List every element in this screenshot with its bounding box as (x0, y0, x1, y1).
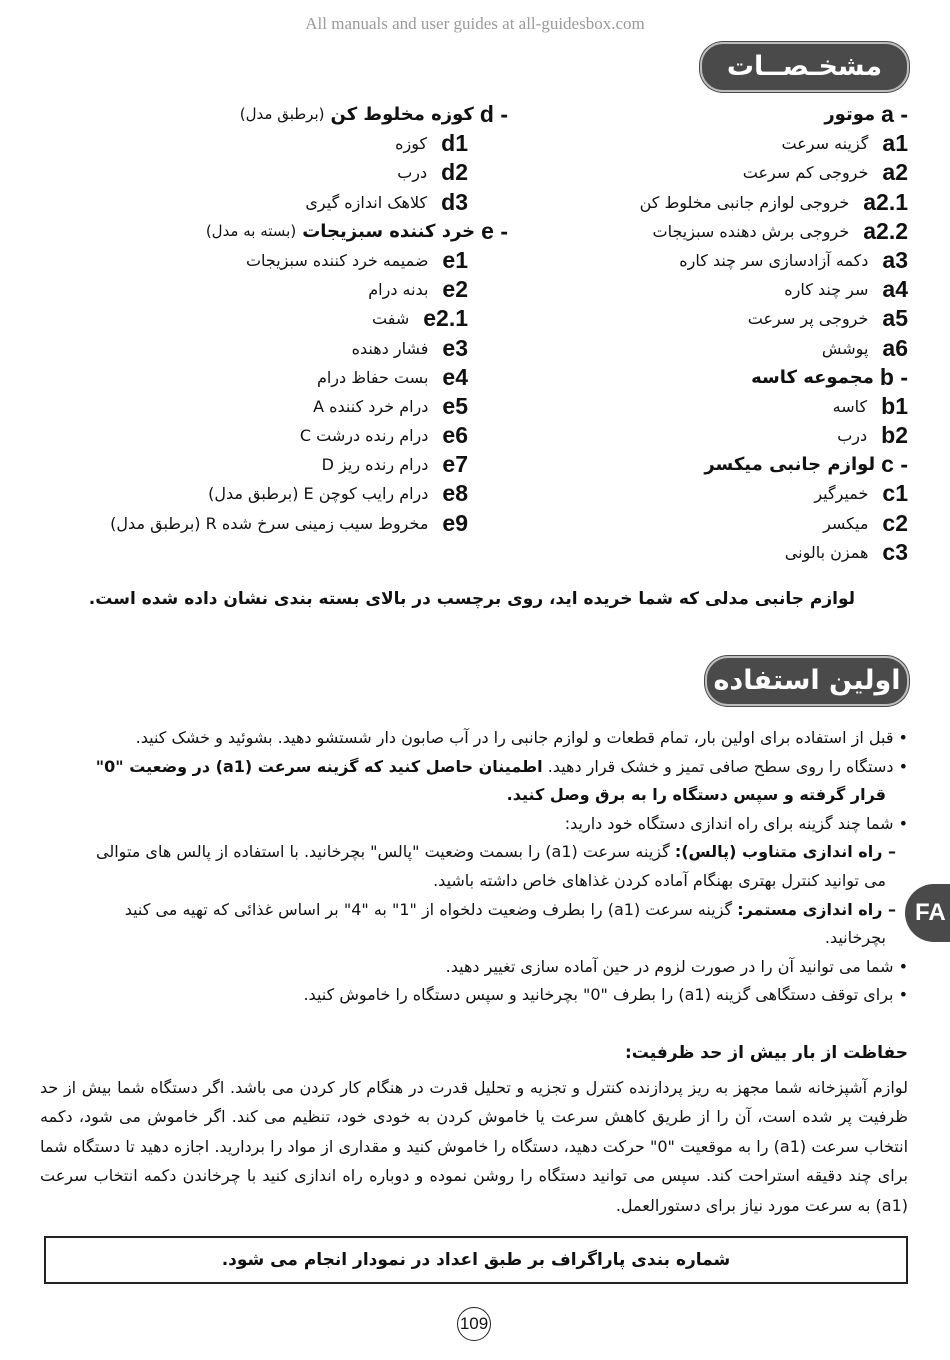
spec-item (38, 509, 508, 538)
option-continuous-cont: بچرخانید. (824, 928, 886, 948)
spec-heading (528, 100, 908, 129)
spec-code: d - (479, 101, 508, 127)
spec-label: درب (397, 163, 428, 183)
spec-code: e - (481, 217, 508, 244)
spec-item (528, 217, 908, 246)
spec-label: خروجی کم سرعت (742, 163, 869, 183)
spec-label: سر چند کاره (784, 280, 869, 300)
specs-left-column (38, 100, 508, 538)
overload-text: لوازم آشپزخانه شما مجهز به ریز پردازنده کنترل و تجزیه و تحلیل قدرت در هنگام کار کردن می باشد. اگر دستگاه شما بیش از حد ظرفیت پر شده است، آن را از طریق کاهش سرعت یا خاموش کردن به خودی خود، تنظیم می کند. اگر خاموش می شود، دکمه انتخاب سرعت (a1) را به موقعیت "0" حرکت دهید، دستگاه را خاموش کنید و مقداری از مواد را بردارید. اجازه دهید تا دستگاه شما برای چند دقیقه استراحت کند. سپس می توانید دستگاه را روشن نموده و دوباره راه اندازی کنید با چرخاندن دکمه انتخاب سرعت (a1) به سرعت مورد نیاز برای دستورالعمل. (40, 1078, 909, 1215)
spec-label: خروجی پر سرعت (747, 309, 869, 329)
spec-heading (38, 100, 508, 129)
spec-label: خرد کننده سبزیجات (302, 220, 476, 242)
spec-item (38, 158, 508, 187)
spec-code: e4 (442, 363, 468, 390)
spec-item (38, 246, 508, 275)
option-pulse-label: – راه اندازی متناوب (پالس): (674, 842, 896, 862)
spec-label: مجموعه کاسه (751, 366, 874, 388)
specs-right-column (528, 100, 908, 567)
spec-item (528, 421, 908, 450)
spec-code: c - (881, 451, 908, 478)
spec-label: بدنه درام (368, 280, 429, 300)
spec-heading (38, 217, 508, 246)
bullet-wash: • قبل از استفاده برای اولین بار، تمام قطعات و لوازم جانبی را در آب صابون دار شستشو دهید. بشوئید و خشک کنید. (135, 728, 908, 747)
spec-label: خروجی برش دهنده سبزیجات (652, 221, 850, 241)
spec-item (528, 188, 908, 217)
spec-label: ضمیمه خرد کننده سبزیجات (245, 250, 429, 270)
spec-code: e3 (442, 334, 468, 361)
spec-label: فشار دهنده (351, 338, 429, 358)
spec-code: e7 (442, 451, 468, 478)
spec-label: پوشش (821, 338, 869, 358)
bullet-place (48, 753, 908, 782)
spec-item (528, 334, 908, 363)
option-continuous-label: – راه اندازی مستمر: (737, 899, 896, 919)
spec-label: خروجی لوازم جانبی مخلوط کن (639, 192, 850, 212)
first-use-instructions (48, 724, 908, 1010)
spec-code: e2.1 (423, 305, 468, 332)
section-title-first-use: اولین استفاده (705, 656, 909, 706)
spec-code: d2 (441, 159, 468, 186)
spec-code: e8 (442, 480, 468, 507)
spec-item (528, 246, 908, 275)
spec-label: کاسه (832, 396, 868, 416)
spec-item (38, 129, 508, 158)
spec-label: درام رنده درشت C (299, 426, 429, 446)
spec-item (38, 479, 508, 508)
spec-heading (528, 450, 908, 479)
spec-item (38, 188, 508, 217)
spec-label: لوازم جانبی میکسر (704, 454, 876, 476)
spec-code: b - (879, 363, 908, 390)
spec-item (528, 275, 908, 304)
spec-code: e1 (442, 246, 468, 273)
spec-code: d3 (441, 188, 468, 215)
spec-code: a6 (882, 334, 908, 361)
spec-note: (بسته به مدل) (205, 221, 297, 240)
bullet-stop: • برای توقف دستگاهی گزینه (a1) را بطرف "0" بچرخانید و سپس دستگاه را خاموش کنید. (303, 985, 908, 1005)
spec-code: a3 (882, 246, 908, 273)
watermark: All manuals and user guides at all-guidesbox.com (305, 14, 645, 33)
spec-item (38, 421, 508, 450)
spec-item (38, 363, 508, 392)
bullet-change: • شما می توانید آن را در صورت لزوم در حین آماده سازی تغییر دهید. (445, 956, 908, 976)
spec-code: c3 (882, 538, 908, 565)
spec-code: a4 (882, 276, 908, 303)
overload-title: حفاظت از بار بیش از حد ظرفیت: (624, 1043, 908, 1063)
bullet-options: • شما چند گزینه برای راه اندازی دستگاه خود دارید: (564, 813, 908, 833)
spec-code: d1 (441, 130, 468, 157)
spec-label: درام رایب کوچن E (برطبق مدل) (208, 484, 429, 504)
spec-label: بست حفاظ درام (316, 367, 429, 387)
spec-item (528, 509, 908, 538)
spec-code: e9 (442, 509, 468, 536)
spec-code: a - (881, 101, 908, 127)
option-pulse-cont: می توانید کنترل بهتری بهنگام آماده کردن غذاهای خاص داشته باشید. (433, 870, 886, 890)
accessory-note: لوازم جانبی مدلی که شما خریده اید، روی برچسب در بالای بسته بندی نشان داده شده است. (88, 589, 855, 609)
spec-code: e2 (442, 276, 468, 303)
spec-code: c1 (882, 480, 908, 507)
spec-item (38, 392, 508, 421)
bullet-place-text: • دستگاه را روی سطح صافی تمیز و خشک قرار دهید. (547, 756, 908, 776)
spec-label: شفت (372, 309, 410, 329)
spec-heading (528, 363, 908, 392)
option-continuous (48, 896, 908, 925)
spec-item (528, 392, 908, 421)
bullet-place-bold: اطمینان حاصل کنید که گزینه سرعت (a1) در وضعیت "0" (95, 756, 543, 776)
option-pulse (48, 838, 908, 867)
spec-item (528, 538, 908, 567)
spec-code: b2 (881, 422, 908, 449)
spec-code: a2 (882, 159, 908, 186)
page-number: 109 (457, 1307, 491, 1341)
spec-label: دکمه آزادسازی سر چند کاره (679, 250, 869, 270)
numbering-note-box: شماره بندی پاراگراف بر طبق اعداد در نمودار انجام می شود. (44, 1236, 908, 1284)
spec-code: a2.1 (863, 188, 908, 215)
language-tab: FA (905, 884, 950, 942)
spec-label: موتور (824, 104, 876, 125)
spec-label: کوزه مخلوط کن (330, 104, 474, 125)
spec-label: کوزه (395, 134, 428, 154)
spec-label: خمیرگیر (814, 484, 869, 504)
spec-code: a5 (882, 305, 908, 332)
spec-label: همزن بالونی (784, 542, 869, 562)
option-continuous-text: گزینه سرعت (a1) را بطرف وضعیت دلخواه از "1" به "4" بر اساس غذائی که تهیه می کنید (124, 899, 733, 919)
spec-label: کلاهک اندازه گیری (305, 192, 428, 212)
spec-code: a2.2 (863, 217, 908, 244)
spec-item (528, 479, 908, 508)
option-pulse-text: گزینه سرعت (a1) را بسمت وضعیت "پالس" بچرخانید. با استفاده از پالس های متوالی (96, 842, 670, 862)
spec-item (528, 129, 908, 158)
spec-label: گزینه سرعت (781, 134, 869, 154)
spec-label: درام خرد کننده A (313, 396, 429, 416)
spec-code: e6 (442, 422, 468, 449)
spec-item (38, 275, 508, 304)
spec-code: e5 (442, 392, 468, 419)
spec-code: b1 (881, 392, 908, 419)
spec-note: (برطبق مدل) (239, 105, 325, 123)
spec-label: درب (837, 426, 868, 446)
section-title-specifications: مشخـصــات (700, 42, 909, 92)
spec-item (38, 450, 508, 479)
spec-code: c2 (882, 509, 908, 536)
spec-item (528, 304, 908, 333)
bullet-place-bold-cont: قرار گرفته و سپس دستگاه را به برق وصل کنید. (506, 785, 886, 805)
spec-label: مخروط سیب زمینی سرخ شده R (برطبق مدل) (110, 513, 429, 533)
spec-item (38, 334, 508, 363)
spec-label: درام رنده ریز D (321, 455, 429, 475)
spec-code: a1 (882, 130, 908, 157)
spec-item (38, 304, 508, 333)
spec-label: میکسر (823, 513, 869, 533)
spec-item (528, 158, 908, 187)
